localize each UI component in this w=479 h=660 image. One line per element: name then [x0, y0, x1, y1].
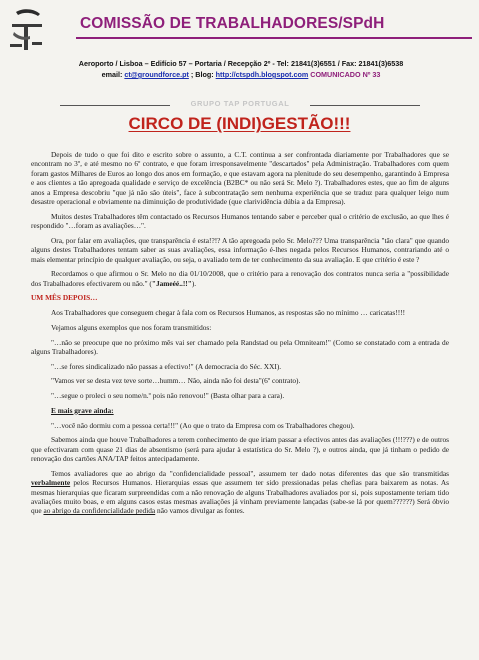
paragraph: Sabemos ainda que houve Trabalhadores a terem conhecimento de que iriam passar a efectivos antes das avaliações (!!!???) e de outros que efectivaram com quase 21 dias de absentismo (será para ajudar à estatística do Sr. Melo ?), e outros ainda, que já tinham o pedido de renovação dos cartões ANA/TAP feitos antecipadamente. — [31, 435, 449, 464]
paragraph — [31, 269, 449, 288]
contact-block — [12, 58, 470, 80]
paragraph-end: ). — [191, 278, 197, 288]
blog-link[interactable]: http://ctspdh.blogspot.com — [215, 70, 309, 79]
letterhead — [6, 6, 472, 56]
organization-title: COMISSÃO DE TRABALHADORES/SPdH — [80, 15, 385, 32]
title-divider — [76, 37, 472, 39]
underlined-phrase: ao abrigo da confidencialidade pedida — [43, 506, 156, 516]
paragraph — [31, 469, 449, 516]
paragraph-end: não vamos divulgar as fontes. — [155, 506, 245, 516]
paragraph: Muitos destes Trabalhadores têm contactado os Recursos Humanos tentando saber e perceber qual o critério de exclusão, ao que lhes é respondido "…foram as avaliações…". — [31, 211, 449, 231]
quote: "…você não dormiu com a pessoa certa!!!" (Ao que o trato da Empresa com os Trabalhadores chegou). — [51, 420, 355, 430]
paragraph: Depois de tudo o que foi dito e escrito sobre o assunto, a C.T. continua a ser confrontada diariamente por Trabalhadores que se encontram no 3º, e até mesmo no 6º contrato, e que foram irresponsavelmente "descartados" pela Administração. Trabalhadores com quem foram gastos Milhares de Euros ao longo dos anos em formação, e que estavam agora na plenitude do seu desempenho, garantindo à Empresa e aos clientes a tão apregoada qualidade e serviço de excelência (B2BC* ou não será Sr. Melo ?). Trabalhadores estes, que ao fim de alguns anos a Empresa descobriu "que já não são úteis", face à subcontratação sem nenhuma experiência que se traduz para qualquer leigo num desastre operacional e obviamente na diminuição de produtividade (que clarividência dúbia a da Empresa). — [31, 150, 449, 207]
separator-rule-left — [60, 105, 170, 106]
paragraph: Vejamos alguns exemplos que nos foram transmitidos: — [51, 322, 212, 332]
headline — [0, 114, 479, 134]
blog-label: ; Blog: — [188, 70, 216, 79]
email-blog-line — [12, 69, 470, 80]
email-link[interactable]: ct@groundforce.pt — [124, 70, 189, 79]
group-separator — [60, 99, 420, 111]
exclamation: "Jameéé..!!" — [151, 278, 192, 288]
group-name: GRUPO TAP PORTUGAL — [190, 99, 290, 108]
emphasis-heading: E mais grave ainda: — [51, 405, 114, 415]
section-subheading: UM MÊS DEPOIS… — [31, 293, 98, 303]
headline-text: CIRCO DE (INDI)GESTÃO!!! — [128, 114, 351, 133]
article-body — [31, 150, 449, 521]
paragraph-text: pelos Recursos Humanos. Hierarquias essas que assumem ter sido pressionadas pelas chefias para baixarem as notas. As mesmas hierarquias que ficaram surpreendidas com a não renovação de alguns Trabalhadores avaliados por si, pois supostamente teriam tido avaliações muito boas, e em alguns casos estas mesmas avaliações já vinham previamente lançadas (sabe-se lá por quem??????) Será óbvio que — [31, 478, 449, 516]
quote: "…não se preocupe que no próximo mês vai ser chamado pela Randstad ou pela Omniteam!" (Como se constatado com a entrada de alguns Trabalhadores). — [31, 337, 449, 356]
underlined-word: verbalmente — [31, 478, 71, 488]
paragraph-text: Temos avaliadores que ao abrigo da "confidencialidade pessoal", assumem ter dado notas diferentes das que são transmitidas — [51, 468, 449, 478]
address-line: Aeroporto / Lisboa – Edifício 57 – Portaria / Recepção 2º - Tel: 21841(3)6551 / Fax: 21841(3)6538 — [78, 59, 404, 68]
paragraph: Aos Trabalhadores que conseguem chegar à fala com os Recursos Humanos, as respostas são no mínimo … caricatas!!!! — [51, 308, 406, 318]
quote: "…se fores sindicalizado não passas a efectivo!" (A democracia do Séc. XXI). — [51, 361, 282, 371]
paragraph: Ora, por falar em avaliações, que transparência é esta!?!? A tão apregoada pelo Sr. Melo??? Uma transparência "tão clara" que quando alguns destes Trabalhadores tentam saber as suas avaliações, essa informação é-lhes negada pelos Recursos Humanos, contrariando até o mais elementar princípio de qualquer avaliação, ou seja, o avaliado tem de ter conhecimento da sua avaliação. E que critério é este ? — [31, 235, 449, 264]
quote: "Vamos ver se desta vez teve sorte…humm… Não, ainda não foi desta"(6º contrato). — [51, 376, 301, 386]
separator-rule-right — [310, 105, 420, 106]
communique-number: COMUNICADO Nº 33 — [308, 70, 381, 79]
email-label: email: — [101, 70, 125, 79]
ct-logo-icon — [8, 6, 44, 56]
quote: "…segue o proleci o seu nome/n.º pois não renovou!" (Basta olhar para a cara). — [51, 391, 285, 401]
paragraph-text: Recordamos o que afirmou o Sr. Melo no dia 01/10/2008, que o critério para a renovação dos contratos nunca seria a "possibilidade dos Trabalhadores efectivarem ou não." ( — [31, 269, 449, 288]
